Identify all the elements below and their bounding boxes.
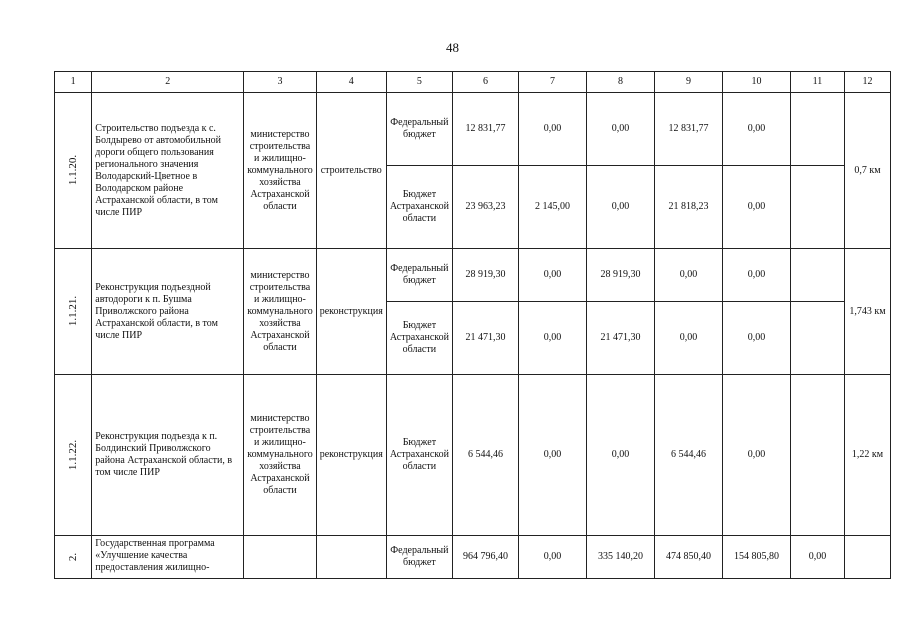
cell-year-5: 0,00	[790, 536, 844, 579]
project-name: Реконструкция подъезда к п. Болдинский Приволжского района Астраханской области, в том числе ПИР	[92, 375, 244, 536]
table-row	[55, 536, 891, 579]
cell-year-5	[790, 93, 844, 166]
project-name: Реконструкция подъездной автодороги к п. Бушма Приволжского района Астраханской области, в том числе ПИР	[92, 249, 244, 375]
cell-year-2: 21 471,30	[586, 302, 654, 375]
row-number: 1.1.21.	[55, 249, 92, 375]
cell-total: 6 544,46	[452, 375, 518, 536]
extent-value: 1,22 км	[844, 375, 890, 536]
header-col-12: 12	[844, 72, 890, 93]
header-col-7: 7	[518, 72, 586, 93]
row-number: 2.	[55, 536, 92, 579]
row-number: 1.1.20.	[55, 93, 92, 249]
cell-year-3: 474 850,40	[654, 536, 722, 579]
cell-year-5	[790, 249, 844, 302]
cell-year-4: 0,00	[722, 166, 790, 249]
header-col-4: 4	[316, 72, 386, 93]
cell-year-1: 2 145,00	[518, 166, 586, 249]
funding-source: Федеральный бюджет	[386, 93, 452, 166]
header-col-5: 5	[386, 72, 452, 93]
executor	[244, 536, 316, 579]
cell-year-1: 0,00	[518, 302, 586, 375]
cell-year-2: 0,00	[586, 375, 654, 536]
executor: министерство строительства и жилищно-коммунального хозяйства Астраханской области	[244, 249, 316, 375]
header-col-11: 11	[790, 72, 844, 93]
cell-year-1: 0,00	[518, 375, 586, 536]
work-type: строительство	[316, 93, 386, 249]
cell-total: 964 796,40	[452, 536, 518, 579]
work-type: реконструкция	[316, 249, 386, 375]
cell-year-4: 0,00	[722, 375, 790, 536]
work-type: реконструкция	[316, 375, 386, 536]
cell-year-3: 0,00	[654, 249, 722, 302]
header-col-6: 6	[452, 72, 518, 93]
funding-source: Бюджет Астраханской области	[386, 375, 452, 536]
program-name: Государственная программа «Улучшение качества предоставления жилищно-	[92, 536, 244, 579]
work-type	[316, 536, 386, 579]
cell-year-2: 28 919,30	[586, 249, 654, 302]
cell-total: 21 471,30	[452, 302, 518, 375]
cell-year-3: 6 544,46	[654, 375, 722, 536]
header-col-3: 3	[244, 72, 316, 93]
cell-total: 23 963,23	[452, 166, 518, 249]
cell-year-5	[790, 375, 844, 536]
project-name: Строительство подъезда к с. Болдырево от автомобильной дороги общего пользования регионального значения Володарский-Цветное в Володарском районе Астраханской области, в том числе ПИР	[92, 93, 244, 249]
cell-year-2: 0,00	[586, 166, 654, 249]
funding-source: Федеральный бюджет	[386, 249, 452, 302]
cell-year-5	[790, 166, 844, 249]
executor: министерство строительства и жилищно-коммунального хозяйства Астраханской области	[244, 375, 316, 536]
cell-year-2: 0,00	[586, 93, 654, 166]
cell-year-1: 0,00	[518, 93, 586, 166]
funding-source: Бюджет Астраханской области	[386, 302, 452, 375]
header-col-2: 2	[92, 72, 244, 93]
funding-source: Федеральный бюджет	[386, 536, 452, 579]
cell-year-3: 21 818,23	[654, 166, 722, 249]
cell-year-1: 0,00	[518, 536, 586, 579]
header-col-9: 9	[654, 72, 722, 93]
cell-year-4: 0,00	[722, 302, 790, 375]
cell-year-1: 0,00	[518, 249, 586, 302]
program-table	[54, 71, 891, 579]
table-row	[55, 375, 891, 536]
table-row	[55, 249, 891, 302]
cell-year-5	[790, 302, 844, 375]
row-number: 1.1.22.	[55, 375, 92, 536]
cell-year-4: 0,00	[722, 249, 790, 302]
header-col-1: 1	[55, 72, 92, 93]
funding-source: Бюджет Астраханской области	[386, 166, 452, 249]
extent-value: 1,743 км	[844, 249, 890, 375]
header-col-8: 8	[586, 72, 654, 93]
cell-year-4: 154 805,80	[722, 536, 790, 579]
cell-year-2: 335 140,20	[586, 536, 654, 579]
cell-total: 28 919,30	[452, 249, 518, 302]
header-row	[55, 72, 891, 93]
table-row	[55, 93, 891, 166]
header-col-10: 10	[722, 72, 790, 93]
page-number: 48	[446, 40, 459, 55]
cell-year-3: 0,00	[654, 302, 722, 375]
cell-year-3: 12 831,77	[654, 93, 722, 166]
cell-total: 12 831,77	[452, 93, 518, 166]
executor: министерство строительства и жилищно-коммунального хозяйства Астраханской области	[244, 93, 316, 249]
extent-value: 0,7 км	[844, 93, 890, 249]
extent-value	[844, 536, 890, 579]
cell-year-4: 0,00	[722, 93, 790, 166]
